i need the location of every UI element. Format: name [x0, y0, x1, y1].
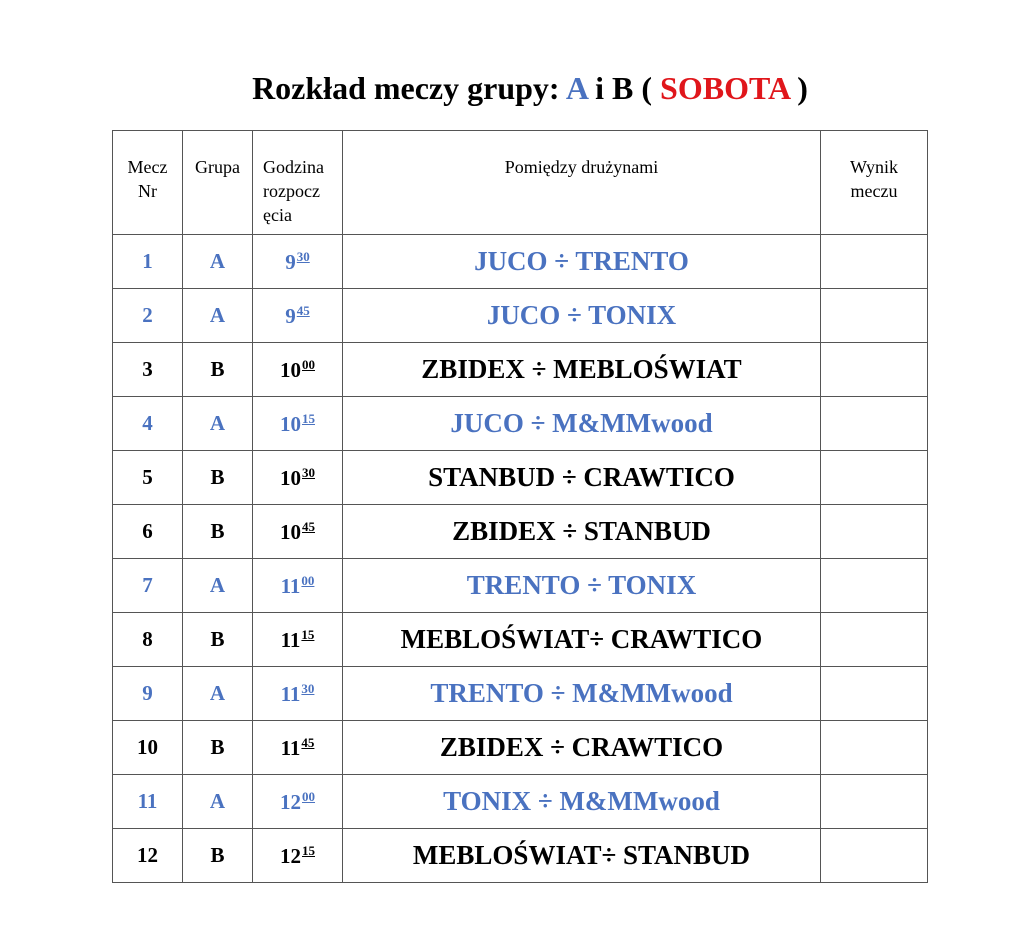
match-nr: 4: [113, 397, 183, 451]
match-group: B: [183, 613, 253, 667]
header-match-nr-line2: Nr: [138, 181, 157, 201]
match-hour: 11: [280, 573, 301, 598]
header-group: [183, 131, 253, 235]
match-teams: ZBIDEX ÷ CRAWTICO: [343, 721, 821, 775]
match-rows: [113, 235, 928, 883]
header-start-time: [253, 131, 343, 235]
match-nr: 12: [113, 829, 183, 883]
match-nr: 11: [113, 775, 183, 829]
match-group: B: [183, 505, 253, 559]
match-group: B: [183, 451, 253, 505]
match-teams: JUCO ÷ TRENTO: [343, 235, 821, 289]
match-minute: 15: [302, 842, 315, 858]
match-group: B: [183, 721, 253, 775]
match-result-cell[interactable]: [821, 451, 928, 505]
match-result-cell[interactable]: [821, 343, 928, 397]
match-nr: 9: [113, 667, 183, 721]
match-start-time: [253, 235, 343, 289]
match-result-cell[interactable]: [821, 505, 928, 559]
match-nr: 3: [113, 343, 183, 397]
match-start-time: [253, 343, 343, 397]
table-row: [113, 613, 928, 667]
match-nr: 7: [113, 559, 183, 613]
table-row: [113, 775, 928, 829]
match-group: A: [183, 235, 253, 289]
header-match-nr: [113, 131, 183, 235]
match-minute: 45: [301, 734, 315, 750]
match-teams: JUCO ÷ M&MMwood: [343, 397, 821, 451]
match-result-cell[interactable]: [821, 775, 928, 829]
table-row: [113, 829, 928, 883]
header-match-nr-line1: Mecz: [127, 157, 168, 177]
match-nr: 5: [113, 451, 183, 505]
page-title: [0, 64, 1024, 112]
match-group: B: [183, 343, 253, 397]
match-nr: 2: [113, 289, 183, 343]
match-minute: 15: [301, 626, 315, 642]
header-result-line2: meczu: [850, 181, 898, 201]
match-minute: 15: [302, 410, 315, 426]
table-row: [113, 451, 928, 505]
title-suffix: ): [797, 70, 808, 106]
match-result-cell[interactable]: [821, 235, 928, 289]
match-minute: 00: [301, 572, 315, 588]
match-hour: 10: [280, 519, 301, 544]
title-prefix: Rozkład meczy grupy:: [252, 70, 560, 106]
match-hour: 11: [280, 627, 301, 652]
match-start-time: [253, 721, 343, 775]
match-start-time: [253, 397, 343, 451]
match-group: A: [183, 559, 253, 613]
table-row: [113, 667, 928, 721]
table-row: [113, 235, 928, 289]
match-result-cell[interactable]: [821, 397, 928, 451]
match-result-cell[interactable]: [821, 667, 928, 721]
table-header-row: [113, 131, 928, 235]
match-start-time: [253, 451, 343, 505]
match-teams: ZBIDEX ÷ MEBLOŚWIAT: [343, 343, 821, 397]
match-hour: 12: [280, 843, 301, 868]
match-nr: 10: [113, 721, 183, 775]
match-result-cell[interactable]: [821, 721, 928, 775]
header-result: [821, 131, 928, 235]
match-result-cell[interactable]: [821, 613, 928, 667]
match-hour: 10: [280, 357, 301, 382]
match-group: A: [183, 667, 253, 721]
match-group: A: [183, 397, 253, 451]
title-middle: i B (: [595, 70, 653, 106]
match-group: B: [183, 829, 253, 883]
match-hour: 10: [280, 465, 301, 490]
header-start-time-line2: rozpocz: [263, 181, 320, 201]
table-row: [113, 505, 928, 559]
table-row: [113, 721, 928, 775]
match-start-time: [253, 505, 343, 559]
match-teams: TRENTO ÷ TONIX: [343, 559, 821, 613]
title-group-a: A: [565, 70, 588, 106]
header-teams: [343, 131, 821, 235]
table-row: [113, 289, 928, 343]
table-row: [113, 343, 928, 397]
match-result-cell[interactable]: [821, 289, 928, 343]
match-group: A: [183, 289, 253, 343]
header-teams-label: Pomiędzy drużynami: [504, 157, 659, 177]
match-start-time: [253, 775, 343, 829]
match-minute: 30: [302, 464, 315, 480]
match-hour: 10: [280, 411, 301, 436]
table-row: [113, 397, 928, 451]
match-start-time: [253, 289, 343, 343]
match-start-time: [253, 829, 343, 883]
match-minute: 30: [296, 248, 310, 264]
match-teams: TONIX ÷ M&MMwood: [343, 775, 821, 829]
match-hour: 9: [285, 303, 296, 328]
match-teams: TRENTO ÷ M&MMwood: [343, 667, 821, 721]
match-nr: 1: [113, 235, 183, 289]
match-start-time: [253, 667, 343, 721]
match-nr: 8: [113, 613, 183, 667]
match-start-time: [253, 613, 343, 667]
match-nr: 6: [113, 505, 183, 559]
title-day: SOBOTA: [660, 70, 790, 106]
match-minute: 45: [302, 518, 315, 534]
match-hour: 12: [280, 789, 301, 814]
header-start-time-line1: Godzina: [263, 157, 324, 177]
match-teams: MEBLOŚWIAT÷ CRAWTICO: [343, 613, 821, 667]
header-start-time-line3: ęcia: [263, 205, 292, 225]
match-teams: JUCO ÷ TONIX: [343, 289, 821, 343]
match-hour: 11: [280, 681, 301, 706]
match-hour: 9: [285, 249, 296, 274]
match-teams: ZBIDEX ÷ STANBUD: [343, 505, 821, 559]
schedule-table: [112, 130, 928, 883]
match-teams: STANBUD ÷ CRAWTICO: [343, 451, 821, 505]
match-hour: 11: [280, 735, 301, 760]
match-result-cell[interactable]: [821, 829, 928, 883]
match-minute: 45: [296, 302, 310, 318]
header-result-line1: Wynik: [850, 157, 898, 177]
match-minute: 00: [302, 356, 315, 372]
match-minute: 30: [301, 680, 315, 696]
match-start-time: [253, 559, 343, 613]
match-minute: 00: [302, 788, 315, 804]
match-teams: MEBLOŚWIAT÷ STANBUD: [343, 829, 821, 883]
header-group-label: Grupa: [195, 157, 240, 177]
table-row: [113, 559, 928, 613]
match-result-cell[interactable]: [821, 559, 928, 613]
match-group: A: [183, 775, 253, 829]
